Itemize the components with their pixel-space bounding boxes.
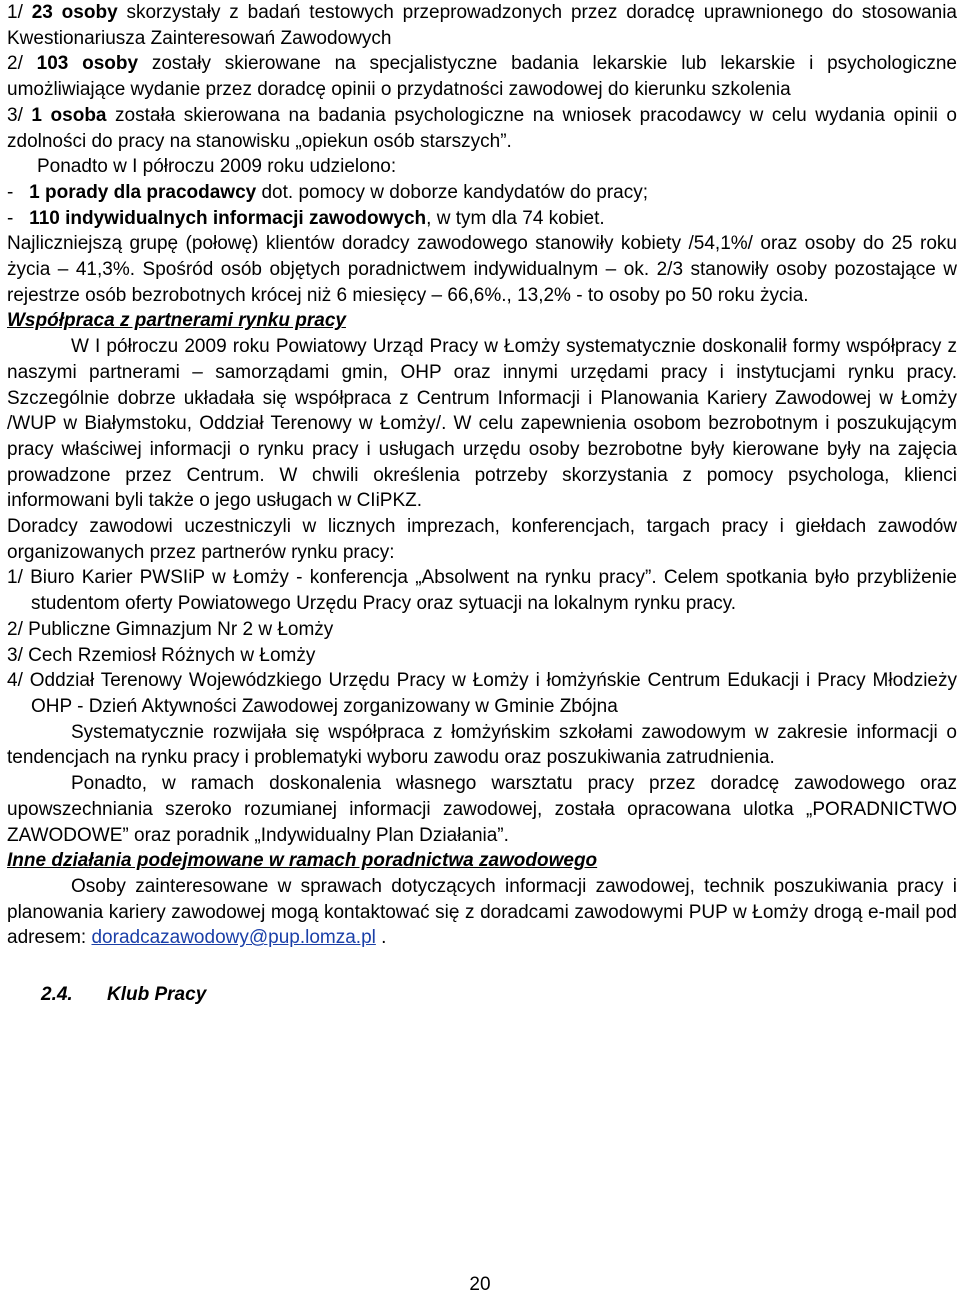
page-number: 20 [469,1274,491,1295]
list-item: - 1 porady dla pracodawcy dot. pomocy w doborze kandydatów do pracy; [7,181,649,203]
event-item: 4/ Oddział Terenowy Wojewódzkiego Urzędu Pracy w Łomży i łomżyńskie Centrum Edukacji i Pracy Młodzieży OHP - Dzień Aktywności Zawodowej zorganizowany w Gminie Zbójna [7,670,958,717]
paragraph: Osoby zainteresowane w sprawach dotyczących informacji zawodowej, technik poszukiwania pracy i planowania kariery zawodowej mogą kontaktować się z doradcami zawodowymi PUP w Łomży drogą e-mail pod adresem: doradcazawodowy@pup.lomza.pl . [7,875,957,949]
section-heading: Współpraca z partnerami rynku pracy [7,310,346,332]
given-intro: Ponadto w I półroczu 2009 roku udzielono: [37,156,397,178]
document-page [7,0,957,1008]
section-heading: Inne działania podejmowane w ramach poradnictwa zawodowego [7,850,598,872]
spacer [7,951,957,982]
event-item: 1/ Biuro Karier PWSIiP w Łomży - konferencja „Absolwent na rynku pracy”. Celem spotkania było przybliżenie studentom oferty Powiatowego Urzędu Pracy oraz sytuacji na lokalnym rynku pracy. [7,567,957,615]
event-item: 3/ Cech Rzemiosł Różnych w Łomży [7,644,316,666]
list-item: 3/ 1 osoba została skierowana na badania psychologiczne na wniosek pracodawcy w celu wydania opinii o zdolności do pracy na stanowisku „opiekun osób starszych”. [7,104,957,152]
paragraph: Ponadto, w ramach doskonalenia własnego warsztatu pracy przez doradcę zawodowego oraz upowszechniania szeroko rozumianej informacji zawodowej, została opracowana ulotka „PORADNICTWO ZAWODOWE” oraz poradnik „Indywidualny Plan Działania”. [7,773,957,846]
email-link[interactable]: doradcazawodowy@pup.lomza.pl [91,927,376,949]
stats-paragraph: Najliczniejszą grupę (połowę) klientów doradcy zawodowego stanowiły kobiety /54,1%/ oraz osoby do 25 roku życia – 41,3%. Spośród osób objętych poradnictwem indywidualnym – ok. 2/3 stanowiły osoby pozostające w rejestrze osób bezrobotnych krócej niż 6 miesięcy – 66,6%., 13,2% - to osoby po 50 roku życia. [7,233,957,306]
paragraph: Doradcy zawodowi uczestniczyli w licznych imprezach, konferencjach, targach pracy i giełdach zawodów organizowanych przez partnerów rynku pracy: [7,516,957,563]
paragraph: W I półroczu 2009 roku Powiatowy Urząd Pracy w Łomży systematycznie doskonalił formy współpracy z naszymi partnerami – samorządami gmin, OHP oraz innymi urzędami pracy i instytucjami rynku pracy. Szczególnie dobrze układała się współpraca z Centrum Informacji i Planowania Kariery Zawodowej w Łomży /WUP w Białymstoku, Oddział Terenowy w Łomży/. W celu zapewnienia osobom bezrobotnym i poszukującym pracy właściwej informacji o rynku pracy i usługach urzędu osoby bezrobotne były kierowane były na zajęcia prowadzone przez Centrum. W chwili określenia potrzeby skorzystania z pomocy psychologa, klienci informowani byli także o jego usługach w CIiPKZ. [7,336,957,512]
list-item: 1/ 23 osoby skorzystały z badań testowych przeprowadzonych przez doradcę uprawnionego do stosowania Kwestionariusza Zainteresowań Zawodowych [7,2,957,49]
list-item: 2/ 103 osoby zostały skierowane na specjalistyczne badania lekarskie lub lekarskie i psychologiczne umożliwiające wydanie przez doradcę opinii o przydatności zawodowej do kierunku szkolenia [7,53,957,101]
list-item: - 110 indywidualnych informacji zawodowych, w tym dla 74 kobiet. [7,207,605,229]
section-title-club: 2.4. Klub Pracy [41,984,207,1006]
event-item: 2/ Publiczne Gimnazjum Nr 2 w Łomży [7,618,334,640]
paragraph: Systematycznie rozwijała się współpraca z łomżyńskim szkołami zawodowym w zakresie informacji o tendencjach na rynku pracy i problematyki wyboru zawodu oraz poszukiwania zatrudnienia. [7,721,957,769]
